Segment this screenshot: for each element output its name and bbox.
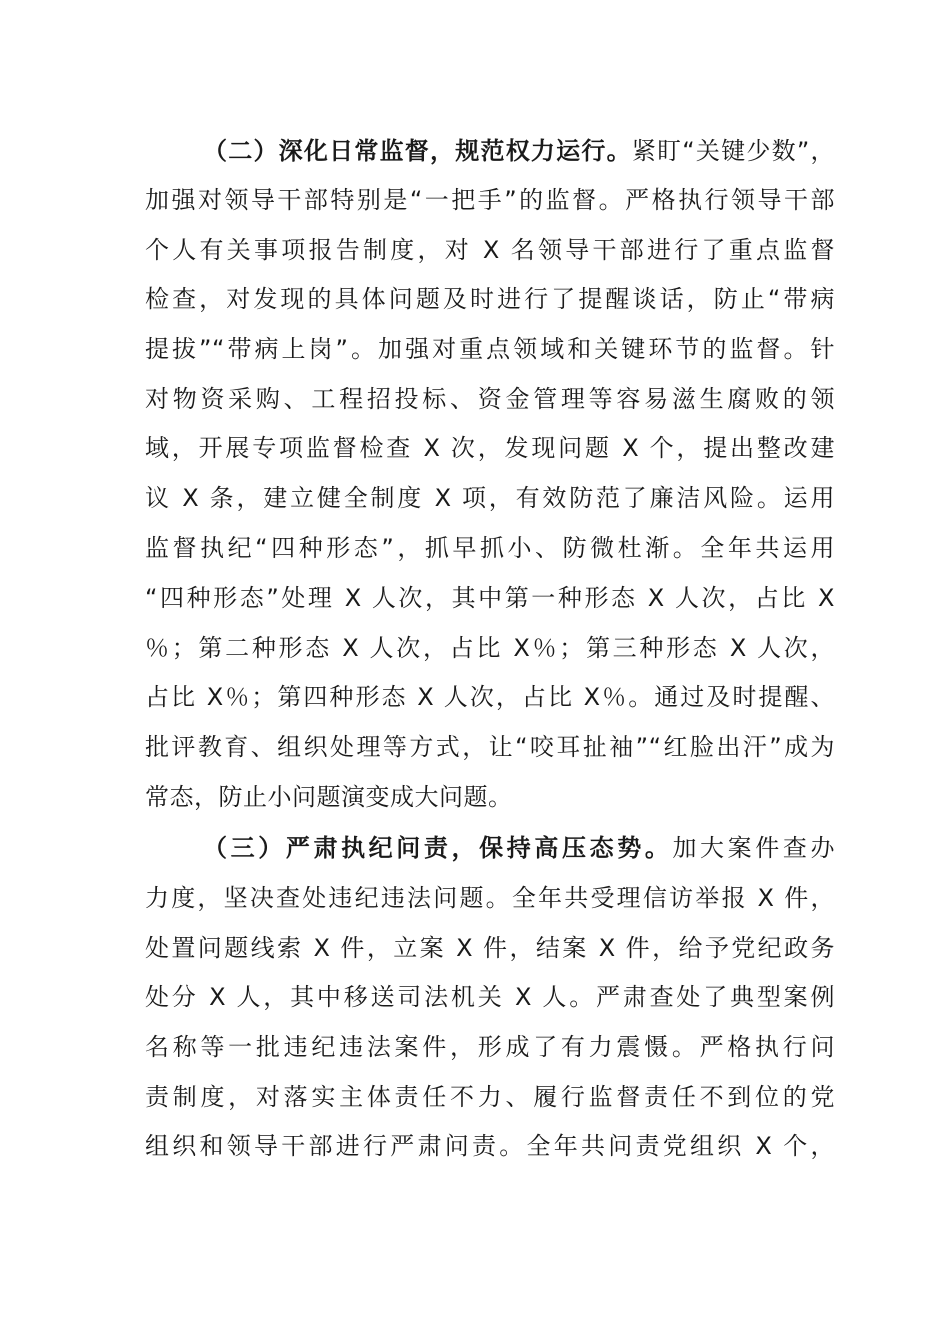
section-2-line: “四种形态”处理 X 人次，其中第一种形态 X 人次，占比 X (145, 584, 835, 612)
section-2-last-line: 常态，防止小问题演变成大问题。 (145, 783, 513, 811)
section-2-line: ％；第二种形态 X 人次，占比 X％；第三种形态 X 人次， (145, 634, 835, 662)
section-3-first-line (203, 828, 835, 868)
section-2-line: 个人有关事项报告制度，对 X 名领导干部进行了重点监督 (145, 236, 835, 264)
section-2-first-line (203, 131, 835, 171)
section-2-line: 检查，对发现的具体问题及时进行了提醒谈话，防止“带病 (145, 285, 835, 313)
section-2-line: 占比 X％；第四种形态 X 人次，占比 X％。通过及时提醒、 (145, 683, 835, 711)
section-3-line: 责制度，对落实主体责任不力、履行监督责任不到位的党 (145, 1083, 835, 1111)
section-2-line-1-rest: 紧盯“关键少数”， (631, 137, 835, 165)
section-3-line: 力度，坚决查处违纪违法问题。全年共受理信访举报 X 件， (145, 884, 835, 912)
section-3-line-1-rest: 加大案件查办 (672, 834, 836, 862)
section-2-line: 监督执纪“四种形态”，抓早抓小、防微杜渐。全年共运用 (145, 534, 835, 562)
section-3-heading: （三）严肃执纪问责，保持高压态势。 (203, 834, 673, 862)
section-3-line: 名称等一批违纪违法案件，形成了有力震慑。严格执行问 (145, 1033, 835, 1061)
section-2-line: 域，开展专项监督检查 X 次，发现问题 X 个，提出整改建 (145, 434, 835, 462)
section-2-line: 对物资采购、工程招投标、资金管理等容易滋生腐败的领 (145, 385, 835, 413)
section-2-heading: （二）深化日常监督，规范权力运行。 (203, 137, 632, 165)
section-2-line: 加强对领导干部特别是“一把手”的监督。严格执行领导干部 (145, 186, 835, 214)
section-3-line: 组织和领导干部进行严肃问责。全年共问责党组织 X 个， (145, 1132, 835, 1160)
section-2-line: 提拔”“带病上岗”。加强对重点领域和关键环节的监督。针 (145, 335, 835, 363)
section-3-line: 处置问题线索 X 件，立案 X 件，结案 X 件，给予党纪政务 (145, 934, 835, 962)
section-2-line: 批评教育、组织处理等方式，让“咬耳扯袖”“红脸出汗”成为 (145, 733, 835, 761)
section-2-line: 议 X 条，建立健全制度 X 项，有效防范了廉洁风险。运用 (145, 484, 835, 512)
section-3-line: 处分 X 人，其中移送司法机关 X 人。严肃查处了典型案例 (145, 983, 835, 1011)
